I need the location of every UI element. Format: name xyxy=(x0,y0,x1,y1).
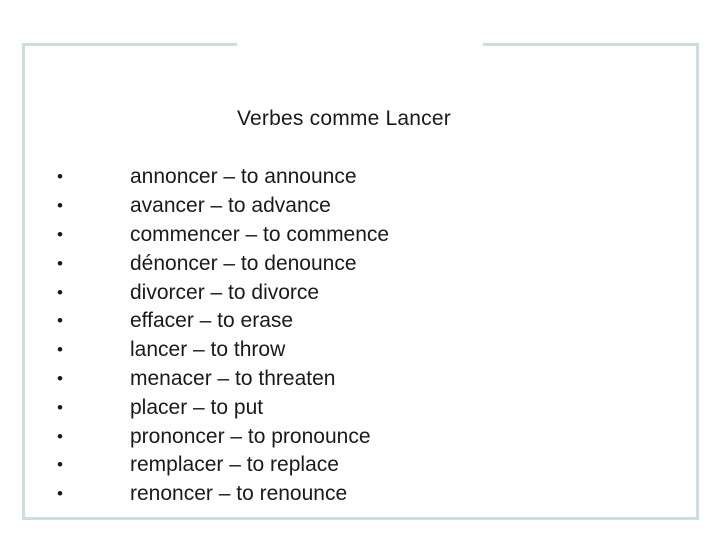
list-item xyxy=(54,422,389,451)
bullet-icon: • xyxy=(57,455,63,475)
verb-list xyxy=(54,163,389,509)
bullet-icon: • xyxy=(57,426,63,446)
list-item xyxy=(54,365,389,394)
bullet-icon: • xyxy=(57,253,63,273)
verb-text: lancer – to throw xyxy=(130,338,286,362)
bullet-icon: • xyxy=(57,340,63,360)
bullet-icon: • xyxy=(57,167,63,187)
list-item xyxy=(54,192,389,221)
list-item xyxy=(54,393,389,422)
slide-title: Verbes comme Lancer xyxy=(237,107,451,130)
verb-text: renoncer – to renounce xyxy=(130,482,348,506)
bullet-icon: • xyxy=(57,368,63,388)
bullet-icon: • xyxy=(57,397,63,417)
frame-border-top-right xyxy=(483,43,699,46)
verb-text: annoncer – to announce xyxy=(130,165,357,189)
list-item xyxy=(54,307,389,336)
verb-text: remplacer – to replace xyxy=(130,453,339,477)
frame-border-left xyxy=(22,43,25,520)
verb-text: commencer – to commence xyxy=(130,222,390,246)
bullet-icon: • xyxy=(57,282,63,302)
frame-border-right xyxy=(696,43,699,520)
verb-text: avancer – to advance xyxy=(130,194,331,218)
list-item xyxy=(54,249,389,278)
verb-text: divorcer – to divorce xyxy=(130,280,320,304)
verb-text: dénoncer – to denounce xyxy=(130,251,357,275)
bullet-icon: • xyxy=(57,196,63,216)
frame-border-bottom xyxy=(22,517,699,520)
verb-text: prononcer – to pronounce xyxy=(130,424,371,448)
verb-text: menacer – to threaten xyxy=(130,366,336,390)
verb-text: placer – to put xyxy=(130,395,264,419)
verb-text: effacer – to erase xyxy=(130,309,294,333)
list-item xyxy=(54,480,389,509)
list-item xyxy=(54,336,389,365)
list-item xyxy=(54,278,389,307)
bullet-icon: • xyxy=(57,311,63,331)
list-item xyxy=(54,163,389,192)
frame-border-top-left xyxy=(22,43,237,46)
list-item xyxy=(54,221,389,250)
list-item xyxy=(54,451,389,480)
bullet-icon: • xyxy=(57,484,63,504)
bullet-icon: • xyxy=(57,224,63,244)
